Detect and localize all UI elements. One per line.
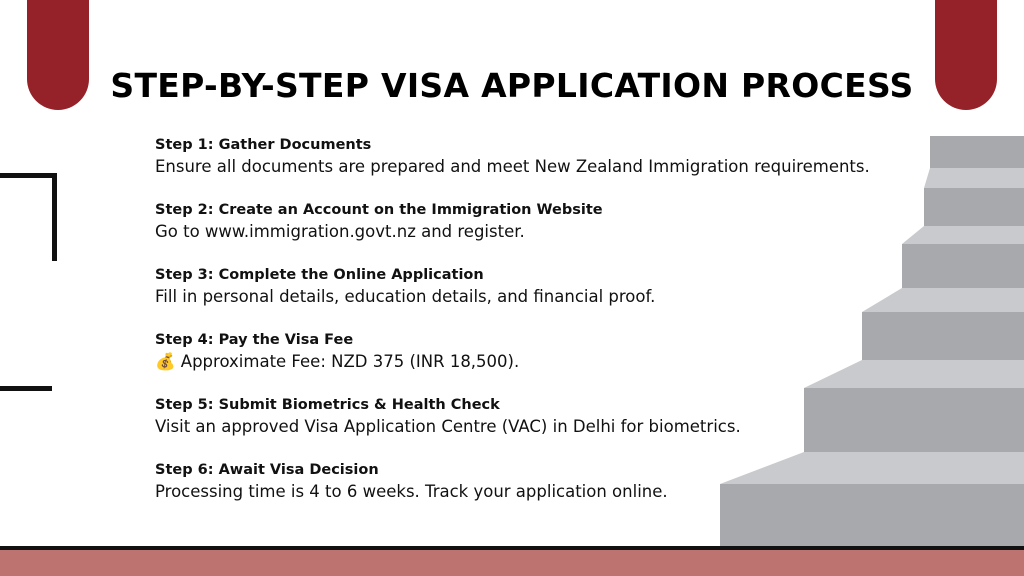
- stair-tread: [804, 360, 1024, 388]
- stair-riser: [924, 188, 1024, 226]
- stair-tread: [902, 226, 1024, 244]
- stair-tread: [720, 452, 1024, 484]
- stair-tread: [862, 288, 1024, 312]
- stair-riser: [862, 312, 1024, 360]
- step-heading: Step 1: Gather Documents: [155, 137, 372, 153]
- staircase-illustration: [700, 130, 1024, 550]
- decorative-bracket-side: [52, 173, 57, 261]
- step-heading: Step 5: Submit Biometrics & Health Check: [155, 397, 500, 413]
- step-heading: Step 6: Await Visa Decision: [155, 462, 379, 478]
- step-heading: Step 3: Complete the Online Application: [155, 267, 484, 283]
- page-title: STEP-BY-STEP VISA APPLICATION PROCESS: [110, 66, 914, 105]
- decorative-bracket-top: [0, 173, 57, 178]
- step-description: Ensure all documents are prepared and meet New Zealand Immigration requirements.: [155, 157, 870, 176]
- stair-riser: [902, 244, 1024, 288]
- step-description: Fill in personal details, education details, and financial proof.: [155, 287, 656, 306]
- step-description: Visit an approved Visa Application Centre (VAC) in Delhi for biometrics.: [155, 417, 741, 436]
- stair-riser: [804, 388, 1024, 452]
- decorative-bracket-bottom: [0, 386, 52, 391]
- stair-riser: [930, 136, 1024, 168]
- stair-riser: [720, 484, 1024, 550]
- step-description: Processing time is 4 to 6 weeks. Track your application online.: [155, 482, 668, 501]
- stair-tread: [924, 168, 1024, 188]
- step-description: 💰 Approximate Fee: NZD 375 (INR 18,500).: [155, 352, 520, 371]
- footer-bar: [0, 550, 1024, 576]
- step-heading: Step 4: Pay the Visa Fee: [155, 332, 354, 348]
- step-description: Go to www.immigration.govt.nz and register.: [155, 222, 525, 241]
- step-heading: Step 2: Create an Account on the Immigration Website: [155, 202, 603, 218]
